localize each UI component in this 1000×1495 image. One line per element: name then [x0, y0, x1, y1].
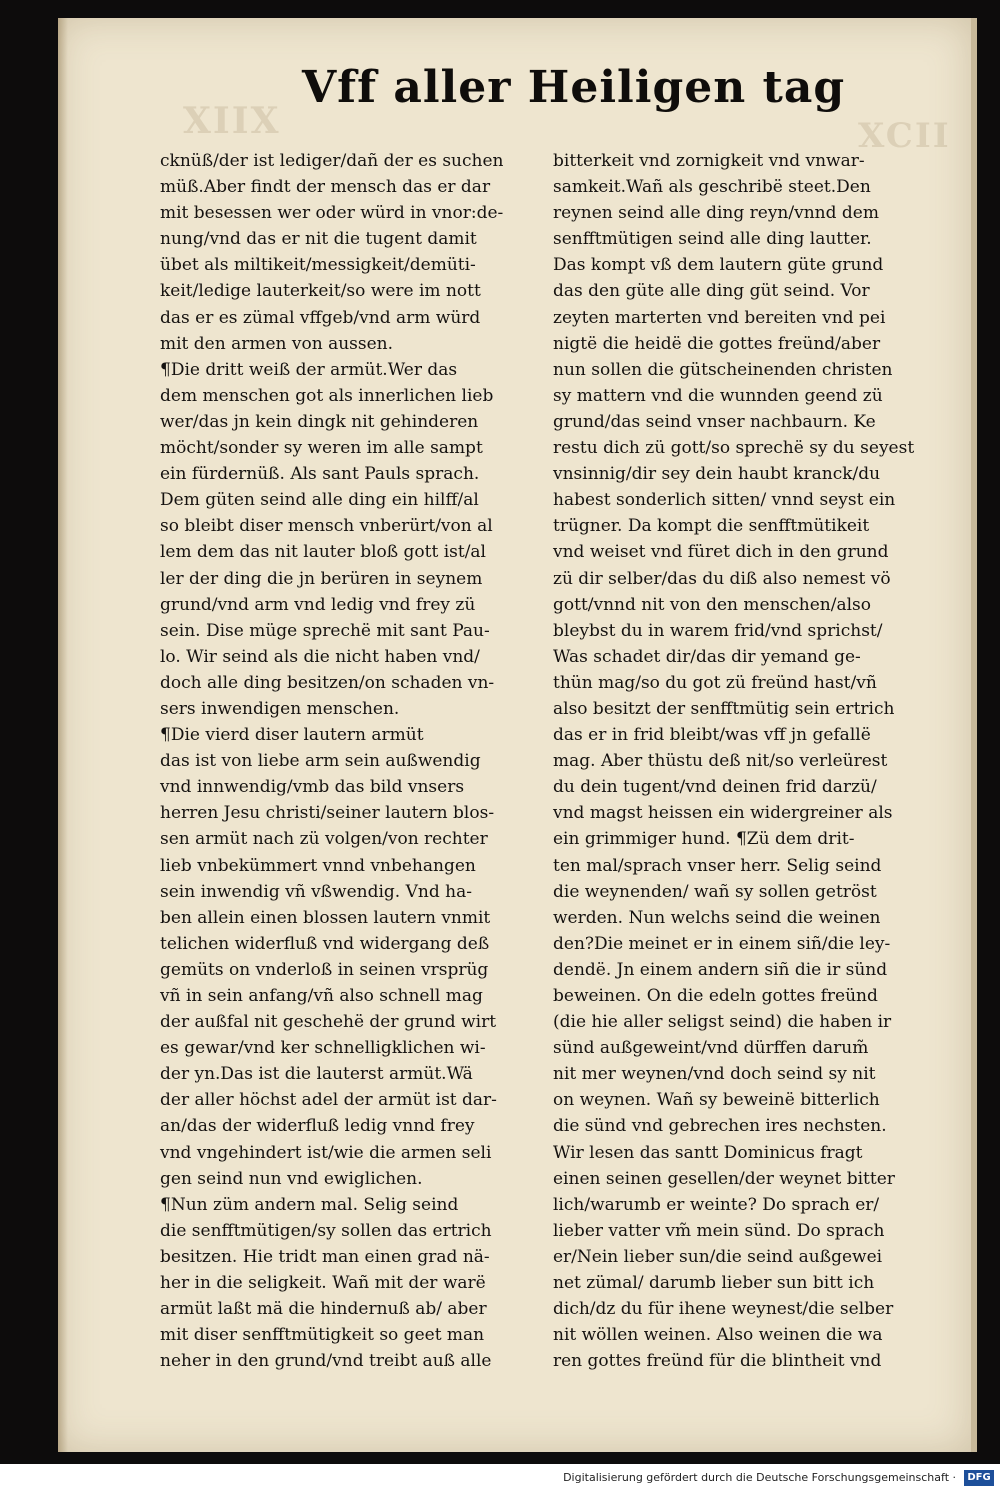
text-line: sen armüt nach zü volgen/von rechter — [160, 829, 488, 850]
text-line: sers inwendigen menschen. — [160, 698, 400, 719]
text-line: müß.Aber findt der mensch das er dar — [160, 177, 491, 198]
text-line: doch alle ding besitzen/on schaden vn- — [160, 672, 495, 693]
text-line: lo. Wir seind als die nicht haben vnd/ — [160, 646, 480, 667]
text-line: gemüts on vnderloß in seinen vrsprüg — [160, 959, 489, 980]
text-line: vnd innwendig/vmb das bild vnsers — [160, 777, 465, 798]
text-line: werden. Nun welchs seind die weinen — [553, 907, 881, 928]
text-line: mit den armen von aussen. — [160, 333, 394, 354]
running-title: Vff aller Heiligen tag — [302, 62, 846, 113]
text-line: neher in den grund/vnd treibt auß alle — [160, 1351, 492, 1372]
text-line: mit diser senfftmütigkeit so geet man — [160, 1325, 485, 1346]
text-line: lieb vnbekümmert vnnd vnbehangen — [160, 855, 476, 876]
text-line: das er es zümal vffgeb/vnd arm würd — [160, 307, 481, 328]
text-line: ¶Nun züm andern mal. Selig seind — [160, 1194, 459, 1215]
text-line: es gewar/vnd ker schnelligklichen wi- — [160, 1038, 486, 1059]
text-line: vnd vngehindert ist/wie die armen seli — [160, 1142, 492, 1163]
text-line: beweinen. On die edeln gottes freünd — [553, 986, 878, 1006]
bleed-through-heading-left: XIIX — [183, 100, 281, 142]
text-line: bitterkeit vnd zornigkeit vnd vnwar- — [553, 151, 865, 171]
text-line: wer/das jn kein dingk nit gehinderen — [160, 411, 479, 432]
text-line: der außfal nit geschehë der grund wirt — [160, 1012, 497, 1033]
text-line: reynen seind alle ding reyn/vnnd dem — [553, 203, 879, 224]
text-line: net zümal/ darumb lieber sun bitt ich — [553, 1273, 875, 1294]
text-column-right — [553, 148, 933, 1374]
text-line: cknüß/der ist lediger/dañ der es suchen — [160, 151, 504, 171]
text-line: Was schadet dir/das dir yemand ge- — [553, 646, 861, 667]
text-line: ler der ding die jn berüren in seynem — [160, 568, 483, 589]
page-gutter-shadow — [58, 18, 68, 1452]
text-line: ¶Die dritt weiß der armüt.Wer das — [160, 359, 458, 380]
text-line: die sünd vnd gebrechen ires nechsten. — [553, 1116, 887, 1137]
text-line: vnd weiset vnd füret dich in den grund — [553, 542, 889, 563]
text-line: einen seinen gesellen/der weynet bitter — [553, 1168, 895, 1189]
text-line: also besitzt der senfftmütig sein ertrich — [553, 698, 895, 719]
text-line: trügner. Da kompt die senfftmütikeit — [553, 516, 870, 537]
text-line: ten mal/sprach vnser herr. Selig seind — [553, 855, 882, 876]
text-line: mag. Aber thüstu deß nit/so verleürest — [553, 751, 888, 772]
text-line: sünd außgeweint/vnd dürffen darum̃ — [553, 1038, 869, 1059]
text-line: keit/ledige lauterkeit/so were im nott — [160, 281, 481, 302]
bleed-through-heading-right: XCII — [858, 116, 951, 156]
text-line: Wir lesen das santt Dominicus fragt — [553, 1142, 863, 1163]
text-line: on weynen. Wañ sy beweinë bitterlich — [553, 1090, 880, 1111]
text-line: (die hie aller seligst seind) die haben ir — [553, 1012, 892, 1033]
text-line: Das kompt vß dem lautern güte grund — [553, 255, 884, 276]
text-line: nung/vnd das er nit die tugent damit — [160, 229, 477, 250]
text-line: grund/vnd arm vnd ledig vnd frey zü — [160, 594, 476, 615]
text-line: lieber vatter vm̃ mein sünd. Do sprach — [553, 1220, 885, 1241]
text-line: grund/das seind vnser nachbaurn. Ke — [553, 411, 876, 432]
text-line: dendë. Jn einem andern siñ die ir sünd — [553, 959, 888, 980]
text-line: mit besessen wer oder würd in vnor:de- — [160, 203, 504, 224]
text-line: senfftmütigen seind alle ding lautter. — [553, 229, 872, 250]
text-line: ein fürdernüß. Als sant Pauls sprach. — [160, 464, 480, 485]
page-edge — [971, 18, 977, 1452]
text-line: telichen widerfluß vnd widergang deß — [160, 933, 490, 954]
text-line: Dem güten seind alle ding ein hilff/al — [160, 490, 479, 511]
text-column-left — [160, 148, 550, 1374]
text-line: das ist von liebe arm sein außwendig — [160, 751, 481, 772]
text-line: übet als miltikeit/messigkeit/demüti- — [160, 255, 476, 276]
text-line: zü dir selber/das du diß also nemest vö — [553, 568, 891, 589]
text-line: so bleibt diser mensch vnberürt/von al — [160, 516, 493, 537]
text-line: ¶Die vierd diser lautern armüt — [160, 725, 424, 746]
text-line: der aller höchst adel der armüt ist dar- — [160, 1090, 497, 1111]
text-line: habest sonderlich sitten/ vnnd seyst ein — [553, 490, 896, 511]
text-line: er/Nein lieber sun/die seind außgewei — [553, 1246, 883, 1267]
text-line: die senfftmütigen/sy sollen das ertrich — [160, 1220, 492, 1241]
text-line: vñ in sein anfang/vñ also schnell mag — [160, 986, 483, 1006]
text-line: zeyten marterten vnd bereiten vnd pei — [553, 307, 886, 328]
text-line: sy mattern vnd die wunnden geend zü — [553, 385, 883, 406]
text-line: vnd magst heissen ein widergreiner als — [553, 803, 893, 824]
text-line: vnsinnig/dir sey dein haubt kranck/du — [553, 464, 881, 485]
text-line: sein. Dise müge sprechë mit sant Pau- — [160, 620, 490, 641]
text-line: armüt laßt mä die hindernuß ab/ aber — [160, 1299, 487, 1320]
text-line: ein grimmiger hund. ¶Zü dem drit- — [553, 829, 855, 850]
text-line: ben allein einen blossen lautern vnmit — [160, 907, 491, 928]
text-line: den?Die meinet er in einem siñ/die ley- — [553, 933, 891, 954]
text-line: bleybst du in warem frid/vnd sprichst/ — [553, 620, 883, 641]
text-line: dich/dz du für ihene weynest/die selber — [553, 1299, 894, 1320]
text-line: nit mer weynen/vnd doch seind sy nit — [553, 1064, 876, 1085]
text-line: der yn.Das ist die lauterst armüt.Wä — [160, 1064, 473, 1085]
text-line: gen seind nun vnd ewiglichen. — [160, 1168, 423, 1189]
text-line: lich/warumb er weinte? Do sprach er/ — [553, 1194, 880, 1215]
dfg-logo: DFG — [964, 1470, 994, 1486]
text-line: lem dem das nit lauter bloß gott ist/al — [160, 542, 486, 563]
text-line: nun sollen die gütscheinenden christen — [553, 359, 893, 380]
text-line: ren gottes freünd für die blintheit vnd — [553, 1351, 882, 1372]
text-line: an/das der widerfluß ledig vnnd frey — [160, 1116, 475, 1137]
footer-bar — [0, 1464, 1000, 1495]
text-line: das er in frid bleibt/was vff jn gefallë — [553, 725, 871, 746]
text-line: restu dich zü gott/so sprechë sy du seyest — [553, 438, 915, 459]
text-line: dem menschen got als innerlichen lieb — [160, 385, 494, 406]
text-line: du dein tugent/vnd deinen frid darzü/ — [553, 777, 877, 798]
text-line: samkeit.Wañ als geschribë steet.Den — [553, 177, 871, 198]
text-line: herren Jesu christi/seiner lautern blos- — [160, 803, 495, 824]
text-line: gott/vnnd nit von den menschen/also — [553, 594, 871, 615]
text-line: her in die seligkeit. Wañ mit der warë — [160, 1273, 486, 1294]
text-line: sein inwendig vñ vßwendig. Vnd ha- — [160, 881, 472, 902]
funding-credit: Digitalisierung gefördert durch die Deutsche Forschungsgemeinschaft · — [563, 1471, 956, 1484]
text-line: nigtë die heidë die gottes freünd/aber — [553, 333, 881, 354]
text-line: die weynenden/ wañ sy sollen getröst — [553, 881, 877, 902]
text-line: das den güte alle ding güt seind. Vor — [553, 281, 870, 302]
text-line: möcht/sonder sy weren im alle sampt — [160, 438, 483, 459]
text-line: nit wöllen weinen. Also weinen die wa — [553, 1325, 883, 1346]
text-line: thün mag/so du got zü freünd hast/vñ — [553, 672, 877, 693]
text-line: besitzen. Hie tridt man einen grad nä- — [160, 1246, 490, 1267]
